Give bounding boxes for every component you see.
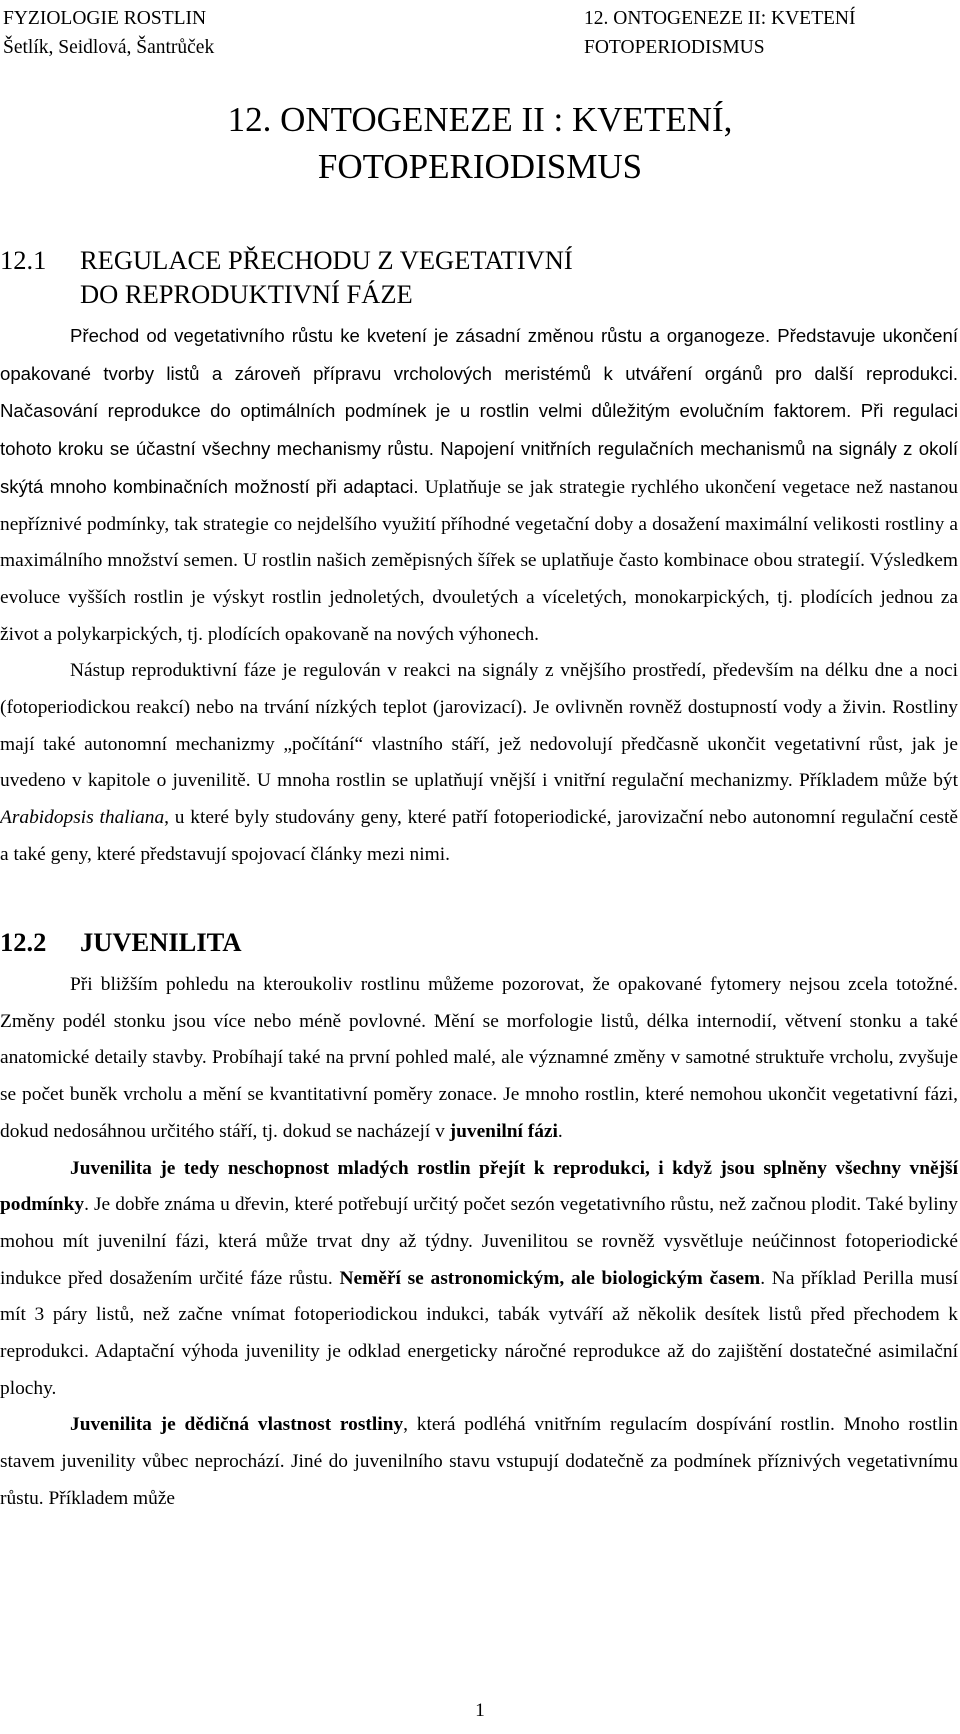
section-title-line2: DO REPRODUKTIVNÍ FÁZE <box>80 279 413 309</box>
section-title: JUVENILITA <box>80 927 242 957</box>
key-statement: Juvenilita je dědičná vlastnost rostliny <box>70 1414 404 1436</box>
section-number: 12.1 <box>0 245 47 275</box>
section-2-body <box>0 967 958 1518</box>
key-definition: Juvenilita je tedy neschopnost mladých rostlin přejít k reprodukci, i když jsou splněny všechny vnější podmínky <box>0 1157 958 1216</box>
section-1-body <box>0 318 958 874</box>
section-heading-12-2 <box>0 925 241 959</box>
running-header-left <box>3 4 214 62</box>
page-number: 1 <box>475 1700 485 1721</box>
paragraph: Při bližším pohledu na kteroukoliv rostlinu můžeme pozorovat, že opakované fytomery nejsou zcela totožné. Změny podél stonku jsou více nebo méně povlovné. Mění se morfologie listů, délka internodií, větvení stonku a také anatomické detaily stavby. Probíhají také na první pohled malé, ale významné změny v samotné struktuře vrcholu, zvyšuje se počet buněk vrcholu a mění se kvantitativní poměry zonace. Je mnoho rostlin, které nemohou ukončit vegetativní fázi, dokud nedosáhnou určitého stáří, tj. dokud se nacházejí v juvenilní fázi. <box>0 974 958 1142</box>
paragraph: Juvenilita je dědičná vlastnost rostliny, která podléhá vnitřním regulacím dospívání rostlin. Mnoho rostlin stavem juvenility vůbec neprochází. Jiné do juvenilního stavu vstupují dodatečně za podmínek příznivých vegetativnímu růstu. Příkladem může <box>0 1414 958 1509</box>
paragraph: Juvenilita je tedy neschopnost mladých rostlin přejít k reprodukci, i když jsou splněny všechny vnější podmínky. Je dobře známa u dřevin, které potřebují určitý počet sezón vegetativního růstu, než začnou plodit. Také byliny mohou mít juvenilní fázi, která může trvat dny až týdny. Juvenilitou se rovněž vysvětluje neúčinnost fotoperiodické indukce před dosažením určité fáze růstu. Neměří se astronomickým, ale biologickým časem. Na příklad Perilla musí mít 3 páry listů, než začne vnímat fotoperiodickou indukci, tabák vytváří až několik desítek listů před přechodem k reprodukci. Adaptační výhoda juvenility je odklad energeticky náročné reprodukce až do zajištění dostatečné asimilační plochy. <box>0 1157 958 1399</box>
section-title-line1: REGULACE PŘECHODU Z VEGETATIVNÍ <box>80 245 573 275</box>
section-number: 12.2 <box>0 927 47 957</box>
chapter-title-line2: FOTOPERIODISMUS <box>317 147 643 186</box>
paragraph: Přechod od vegetativního růstu ke kvetení je zásadní změnou růstu a organogeze. Představuje ukončení opakované tvorby listů a zároveň přípravu vrcholových meristémů k utváření orgánů pro další reprodukci. Načasování reprodukce do optimálních podmínek je u rostlin velmi důležitým evolučním faktorem. Při regulaci tohoto kroku se účastní všechny mechanismy růstu. Napojení vnitřních regulačních mechanismů na signály z okolí skýtá mnoho kombinačních možností při adaptaci. Uplatňuje se jak strategie rychlého ukončení vegetace než nastanou nepříznivé podmínky, tak strategie co nejdelšího využití příhodné vegetační doby a dosažení maximální velikosti rostliny a maximálního množství semen. U rostlin našich zeměpisných šířek se uplatňuje často kombinace obou strategií. Výsledkem evoluce vyšších rostlin je výskyt rostlin jednoletých, dvouletých a víceletých, monokarpických, tj. plodících jednou za život a polykarpických, tj. plodících opakovaně na nových výhonech. <box>0 325 958 645</box>
header-authors: Šetlík, Seidlová, Šantrůček <box>3 37 215 58</box>
header-chapter-title-line2: FOTOPERIODISMUS <box>584 37 765 58</box>
species-name: Arabidopsis thaliana <box>0 807 165 829</box>
header-chapter-title-line1: 12. ONTOGENEZE II: KVETENÍ <box>584 8 856 29</box>
running-header-right <box>584 4 856 62</box>
chapter-title-line1: 12. ONTOGENEZE II : KVETENÍ, <box>227 100 733 139</box>
key-term: juvenilní fázi <box>449 1120 558 1142</box>
section-heading-12-1 <box>0 243 573 311</box>
chapter-title <box>0 96 960 190</box>
key-statement: Neměří se astronomickým, ale biologickým časem <box>332 1267 761 1289</box>
paragraph: Nástup reproduktivní fáze je regulován v reakci na signály z vnějšího prostředí, především na délku dne a noci (fotoperiodickou reakcí) nebo na trvání nízkých teplot (jarovizací). Je ovlivněn rovněž dostupností vody a živin. Rostliny mají také autonomní mechanizmy „počítání“ vlastního stáří, jež nedovolují předčasně ukončit vegetativní růst, jak je uvedeno v kapitole o juvenilitě. U mnoha rostlin se uplatňují vnější i vnitřní regulační mechanizmy. Příkladem může být Arabidopsis thaliana, u které byly studovány geny, které patří fotoperiodické, jarovizační nebo autonomní regulační cestě a také geny, které představují spojovací články mezi nimi. <box>0 660 959 865</box>
header-course-title: FYZIOLOGIE ROSTLIN <box>3 8 207 29</box>
